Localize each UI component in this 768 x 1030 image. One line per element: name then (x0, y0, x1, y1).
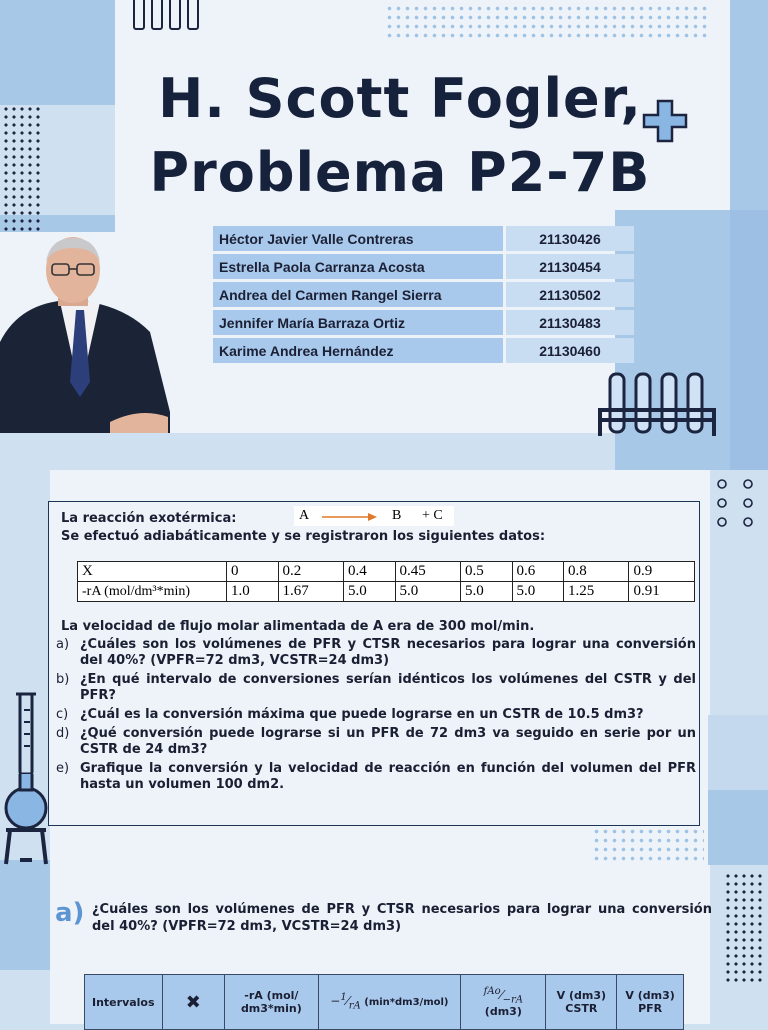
conversion-value: 0.2 (278, 562, 343, 582)
answer-a-letter: a) (55, 898, 85, 928)
student-id: 21130502 (506, 282, 634, 307)
deco-rings (712, 476, 762, 532)
header-conversion: ✖ (162, 975, 225, 1030)
header-fao-over-ra (461, 975, 546, 1030)
header-intervalos: Intervalos (85, 975, 163, 1030)
rate-value: 5.0 (395, 582, 460, 602)
student-id: 21130454 (506, 254, 634, 279)
question-list (56, 637, 696, 796)
question-text: Grafique la conversión y la velocidad de reacción en función del volumen del PFR hasta un volumen 100 dm2. (80, 761, 696, 792)
deco-block-left-low (0, 860, 50, 970)
row-label-rate: -rA (mol/dm³*min) (78, 582, 227, 602)
question-text: ¿Qué conversión puede lograrse si un PFR de 72 dm3 va seguido en serie por un CSTR de 24 dm3? (80, 726, 696, 757)
deco-block-right-low (708, 790, 768, 865)
question-text: ¿Cuáles son los volúmenes de PFR y CTSR necesarios para lograr una conversión del 40%? (VPFR=72 dm3, VCSTR=24 dm3) (80, 637, 696, 668)
roster-row (213, 226, 634, 251)
rate-value: 5.0 (512, 582, 564, 602)
rate-value: 5.0 (343, 582, 395, 602)
roster-row (213, 254, 634, 279)
student-name: Héctor Javier Valle Contreras (213, 226, 503, 251)
roster-row (213, 310, 634, 335)
question-text: ¿En qué intervalo de conversiones serían idénticos los volúmenes del CSTR y del PFR? (80, 672, 696, 703)
header-inverse-rate (318, 975, 461, 1030)
results-table (84, 974, 684, 1030)
product-c: + C (422, 508, 443, 523)
conversion-value: 0.9 (629, 562, 695, 582)
student-roster (210, 223, 637, 366)
student-name: Jennifer María Barraza Ortiz (213, 310, 503, 335)
deco-block-right-top (730, 0, 768, 210)
question-letter: e) (56, 761, 70, 776)
question-item (56, 761, 696, 793)
kinetic-data-table (77, 561, 695, 602)
student-id: 21130483 (506, 310, 634, 335)
question-item (56, 672, 696, 704)
question-item (56, 726, 696, 758)
deco-block-left-top (0, 0, 115, 105)
process-description: Se efectuó adiabáticamente y se registraron los siguientes datos: (61, 529, 546, 544)
conversion-value: 0.8 (564, 562, 629, 582)
question-item (56, 637, 696, 669)
title-line-1: H. Scott Fogler, (158, 67, 642, 130)
test-tube-rack-icon (130, 0, 210, 32)
rate-value: 5.0 (460, 582, 512, 602)
product-b: B (392, 508, 402, 523)
student-id: 21130426 (506, 226, 634, 251)
rate-value: 0.91 (629, 582, 695, 602)
problem-statement-box (48, 501, 700, 826)
roster-row (213, 338, 634, 363)
deco-dots-bottom-right (724, 872, 764, 982)
reactant-a: A (299, 508, 310, 523)
header-v-pfr: V (dm3) PFR (617, 975, 684, 1030)
conversion-value: 0.45 (395, 562, 460, 582)
test-tube-rack-right-icon (596, 370, 720, 436)
rate-row (78, 582, 695, 602)
student-id: 21130460 (506, 338, 634, 363)
question-letter: c) (56, 707, 69, 722)
results-header-row (85, 975, 684, 1030)
conversion-value: 0.4 (343, 562, 395, 582)
header-v-cstr: V (dm3) CSTR (546, 975, 617, 1030)
feed-flow-statement: La velocidad de flujo molar alimentada de A era de 300 mol/min. (61, 619, 535, 634)
question-text: ¿Cuál es la conversión máxima que puede lograrse en un CSTR de 10.5 dm3? (80, 707, 644, 722)
conversion-row (78, 562, 695, 582)
conversion-value: 0.6 (512, 562, 564, 582)
conversion-value: 0.5 (460, 562, 512, 582)
inverse-rate-unit: (min*dm3/mol) (364, 997, 449, 1009)
reaction-equation (294, 506, 454, 526)
question-letter: d) (56, 726, 70, 741)
student-name: Andrea del Carmen Rangel Sierra (213, 282, 503, 307)
deco-strip-right (730, 210, 768, 470)
deco-dots-top (385, 4, 710, 40)
question-letter: b) (56, 672, 70, 687)
roster-row (213, 282, 634, 307)
rate-value: 1.0 (227, 582, 279, 602)
reaction-arrow-icon (322, 512, 378, 522)
row-label-x: X (78, 562, 227, 582)
inverse-rate-formula-icon: $-^1⁄_{rA}$ (330, 992, 361, 1012)
title-line-2: Problema P2-7B (149, 141, 651, 204)
student-name: Karime Andrea Hernández (213, 338, 503, 363)
author-photo (0, 232, 170, 433)
fao-unit: (dm3) (484, 1005, 522, 1019)
question-letter: a) (56, 637, 70, 652)
header-rate: -rA (mol/ dm3*min) (225, 975, 318, 1030)
fao-formula-icon: $^{fAo}⁄_{-rA}$ (483, 985, 523, 1006)
deco-dots-mid-right (592, 827, 704, 863)
rate-value: 1.25 (564, 582, 629, 602)
question-item (56, 707, 696, 723)
page-title (140, 62, 660, 210)
answer-a-text: ¿Cuáles son los volúmenes de PFR y CTSR necesarios para lograr una conversión del 40%? (VPFR=72 dm3, VCSTR=24 dm3) (92, 902, 712, 934)
reaction-intro: La reacción exotérmica: (61, 511, 237, 526)
deco-block-right-low2 (708, 715, 768, 790)
conversion-value: 0 (227, 562, 279, 582)
rate-value: 1.67 (278, 582, 343, 602)
flask-stand-icon (2, 690, 52, 866)
student-name: Estrella Paola Carranza Acosta (213, 254, 503, 279)
